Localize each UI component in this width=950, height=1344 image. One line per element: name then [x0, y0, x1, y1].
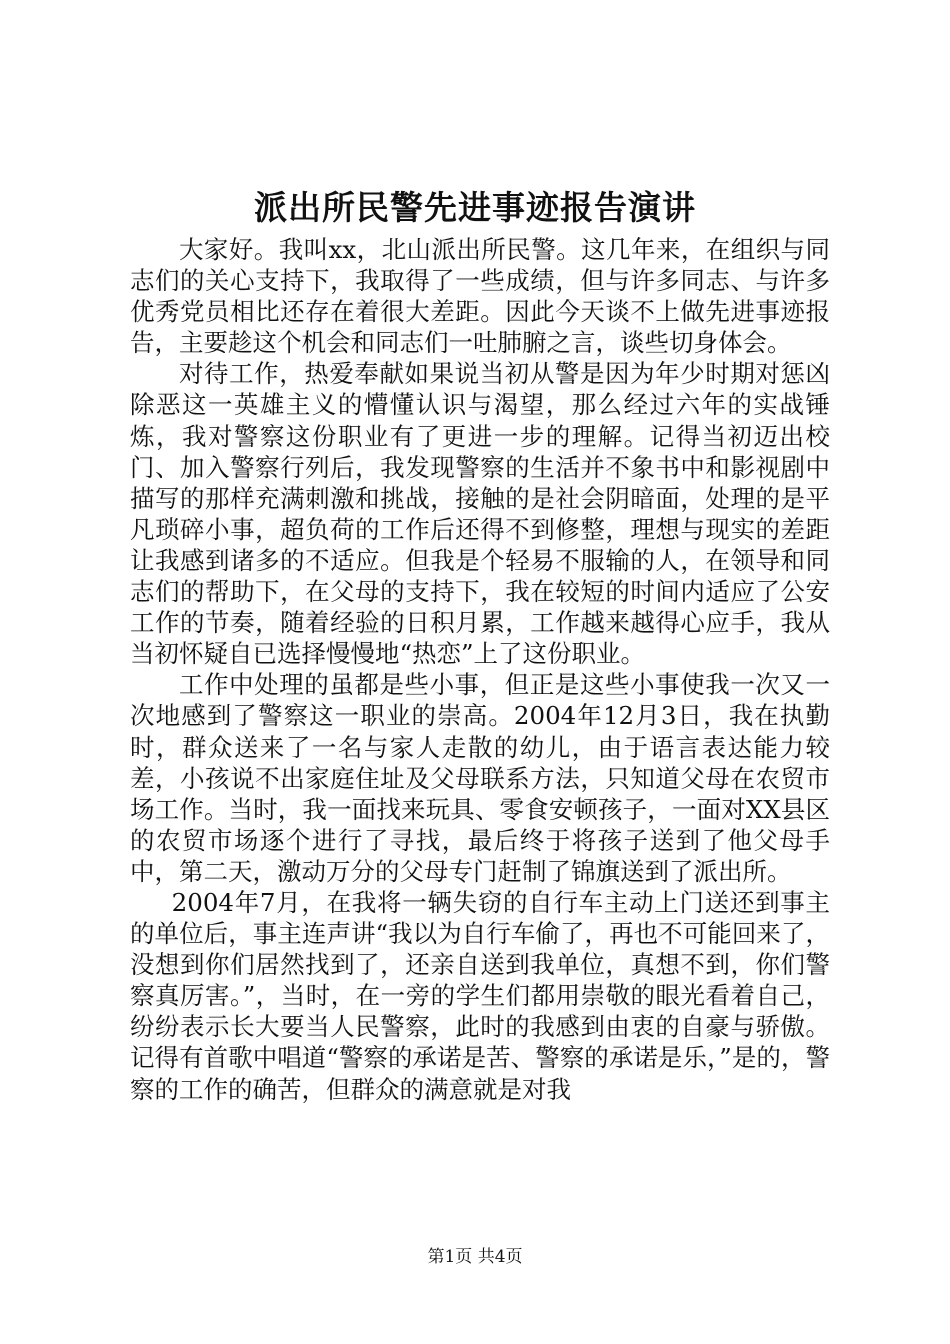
document-title: 派出所民警先进事迹报告演讲 [254, 188, 696, 227]
paragraph-work-attitude: 对待工作，热爱奉献如果说当初从警是因为年少时期对惩凶除恶这一英雄主义的懵懂认识与渴望，那么经过六年的实战锤炼，我对警察这份职业有了更进一步的理解。记得当初迈出校门、加入警察行列后，我发现警察的生活并不象书中和影视剧中描写的那样充满刺激和挑战，接触的是社会阴暗面，处理的是平凡琐碎小事，超负荷的工作后还得不到修整，理想与现实的差距让我感到诸多的不适应。但我是个轻易不服输的人，在领导和同志们的帮助下，在父母的支持下，我在较短的时间内适应了公安工作的节奏，随着经验的日积月累，工作越来越得心应手，我从当初怀疑自已选择慢慢地“热恋”上了这份职业。 [130, 359, 830, 669]
paragraph-bicycle: 2004年7月，在我将一辆失窃的自行车主动上门送还到事主的单位后，事主连声讲“我以为自行车偷了，再也不可能回来了，没想到你们居然找到了，还亲自送到我单位，真想不到，你们警察真厉害。”，当时，在一旁的学生们都用崇敬的眼光看着自己，纷纷表示长大要当人民警察，此时的我感到由衷的自豪与骄傲。记得有首歌中唱道“警察的承诺是苦、警察的承诺是乐，”是的，警察的工作的确苦，但群众的满意就是对我 [130, 887, 830, 1104]
page-footer: 第1页 共4页 [427, 1247, 523, 1267]
paragraph-lost-child: 工作中处理的虽都是些小事，但正是这些小事使我一次又一次地感到了警察这一职业的崇高。2004年12月3日，我在执勤时，群众送来了一名与家人走散的幼儿，由于语言表达能力较差，小孩说不出家庭住址及父母联系方法，只知道父母在农贸市场工作。当时，我一面找来玩具、零食安顿孩子，一面对XX县区的农贸市场逐个进行了寻找，最后终于将孩子送到了他父母手中，第二天，激动万分的父母专门赶制了锦旗送到了派出所。 [130, 670, 830, 886]
document-body [130, 234, 830, 1105]
paragraph-greeting: 大家好。我叫xx，北山派出所民警。这几年来，在组织与同志们的关心支持下，我取得了一些成绩，但与许多同志、与许多优秀党员相比还存在着很大差距。因此今天谈不上做先进事迹报告，主要趁这个机会和同志们一吐肺腑之言，谈些切身体会。 [130, 235, 830, 358]
